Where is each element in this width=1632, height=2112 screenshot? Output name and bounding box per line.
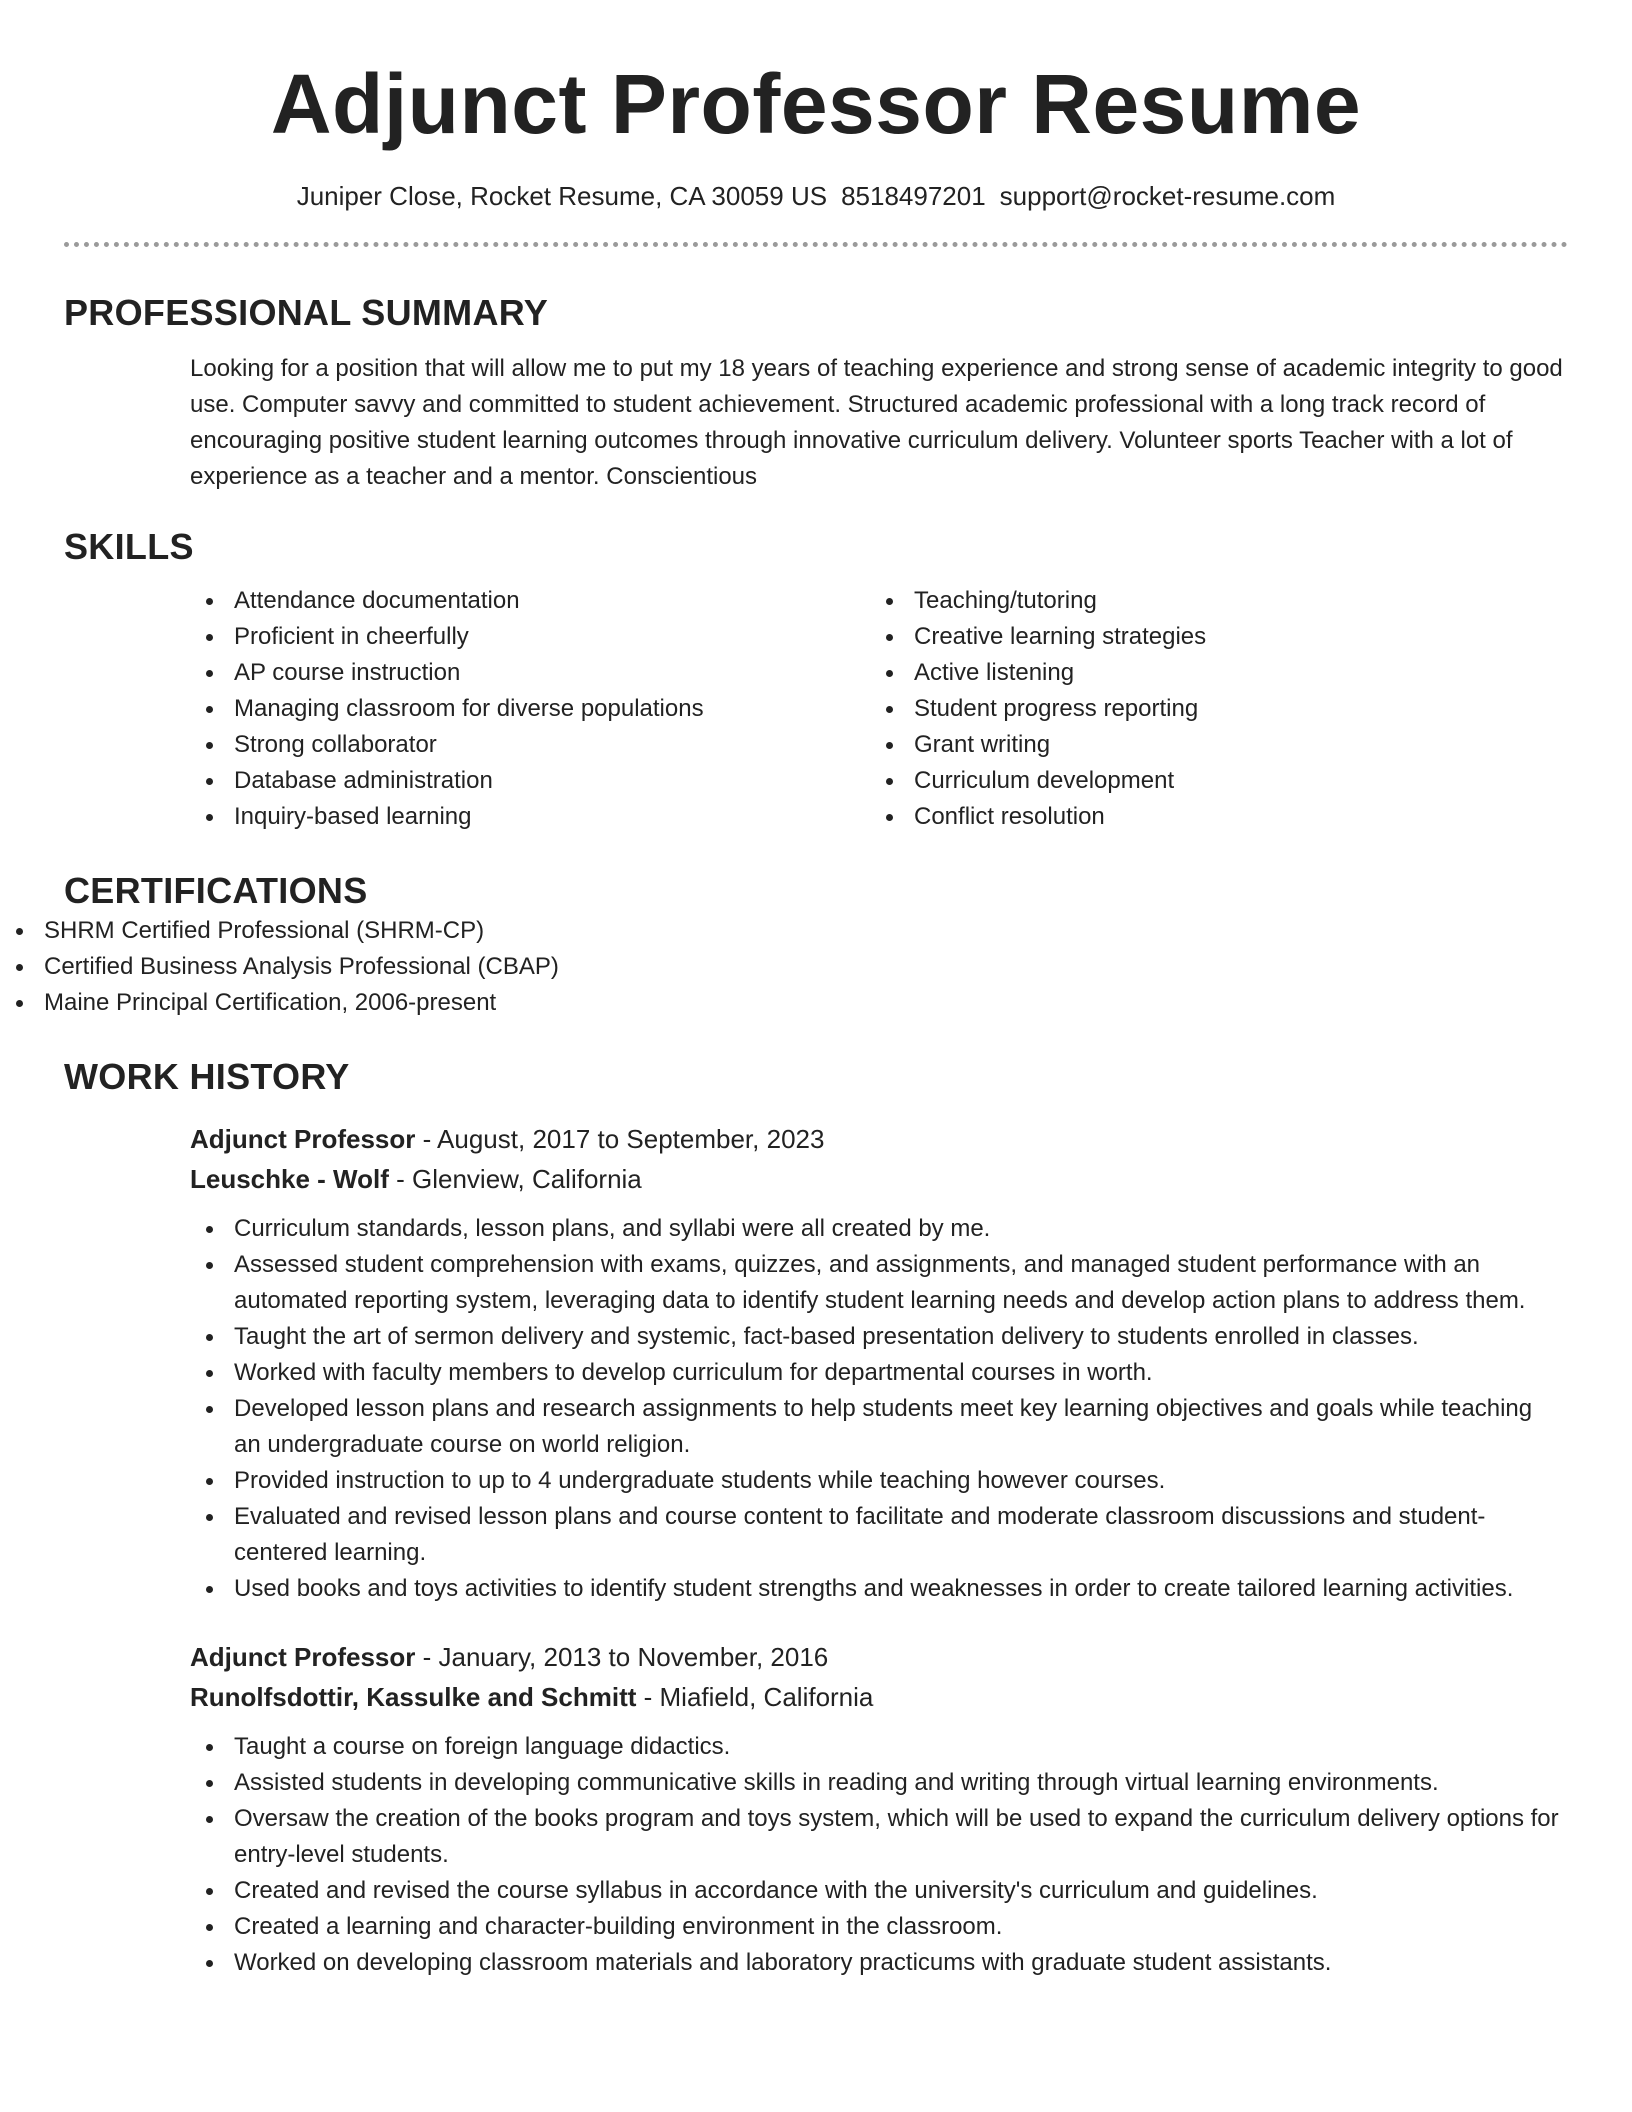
contact-address: Juniper Close, Rocket Resume, CA 30059 US: [296, 181, 828, 211]
job-company: Runolfsdottir, Kassulke and Schmitt: [190, 1682, 637, 1712]
job-company-line: [190, 1159, 1560, 1199]
job-bullet: Oversaw the creation of the books program and toys system, which will be used to expand the curriculum delivery options for entry-level students.: [190, 1801, 1560, 1873]
job-bullet: Created a learning and character-building environment in the classroom.: [190, 1909, 1560, 1945]
certification-item: SHRM Certified Professional (SHRM-CP): [0, 913, 1632, 949]
certification-item: Certified Business Analysis Professional (CBAP): [0, 949, 1632, 985]
job-bullet: Provided instruction to up to 4 undergraduate students while teaching however courses.: [190, 1463, 1560, 1499]
job-entry: [190, 1637, 1560, 1981]
certification-item: Maine Principal Certification, 2006-present: [0, 985, 1632, 1021]
skill-item: Database administration: [190, 763, 870, 799]
skill-item: Managing classroom for diverse populations: [190, 691, 870, 727]
skill-item: Curriculum development: [870, 763, 1550, 799]
certifications-list: [0, 913, 1632, 1021]
job-location: - Miafield, California: [636, 1682, 874, 1712]
skills-list-right: [870, 583, 1550, 835]
skill-item: Strong collaborator: [190, 727, 870, 763]
header-divider: [64, 242, 1568, 247]
job-bullet: Taught a course on foreign language didactics.: [190, 1729, 1560, 1765]
job-entry: [190, 1119, 1560, 1607]
job-dates: - August, 2017 to September, 2023: [415, 1124, 825, 1154]
job-role: Adjunct Professor: [190, 1642, 416, 1672]
job-bullet: Used books and toys activities to identify student strengths and weaknesses in order to create tailored learning activities.: [190, 1571, 1560, 1607]
skill-item: Creative learning strategies: [870, 619, 1550, 655]
skills-columns: [190, 583, 1568, 835]
job-bullets: [190, 1729, 1560, 1981]
contact-phone: 8518497201: [841, 181, 986, 211]
skills-heading: SKILLS: [64, 526, 194, 567]
job-bullet: Assessed student comprehension with exams, quizzes, and assignments, and managed student performance with an automated reporting system, leveraging data to identify student learning needs and develop action plans to address them.: [190, 1247, 1560, 1319]
summary-text: Looking for a position that will allow me to put my 18 years of teaching experience and strong sense of academic integrity to good use. Computer savvy and committed to student achievement. Structured academic professional with a long track record of encouraging positive student learning outcomes through innovative curriculum delivery. Volunteer sports Teacher with a lot of experience as a teacher and a mentor. Conscientious: [190, 355, 1563, 490]
resume-title: Adjunct Professor Resume: [270, 57, 1362, 151]
job-bullet: Curriculum standards, lesson plans, and syllabi were all created by me.: [190, 1211, 1560, 1247]
skill-item: Active listening: [870, 655, 1550, 691]
contact-line: [0, 178, 1632, 214]
job-title-line: [190, 1119, 1560, 1159]
skills-list-left: [190, 583, 870, 835]
job-bullet: Assisted students in developing communicative skills in reading and writing through virtual learning environments.: [190, 1765, 1560, 1801]
job-bullet: Worked with faculty members to develop curriculum for departmental courses in worth.: [190, 1355, 1560, 1391]
job-location: - Glenview, California: [388, 1164, 642, 1194]
skill-item: Proficient in cheerfully: [190, 619, 870, 655]
job-bullets: [190, 1211, 1560, 1607]
job-dates: - January, 2013 to November, 2016: [415, 1642, 829, 1672]
job-bullet: Created and revised the course syllabus in accordance with the university's curriculum and guidelines.: [190, 1873, 1560, 1909]
job-company-line: [190, 1677, 1560, 1717]
skill-item: AP course instruction: [190, 655, 870, 691]
certifications-heading: CERTIFICATIONS: [64, 870, 368, 911]
job-title-line: [190, 1637, 1560, 1677]
work-history-list: [0, 1119, 1632, 1981]
job-bullet: Developed lesson plans and research assignments to help students meet key learning objectives and goals while teaching an undergraduate course on world religion.: [190, 1391, 1560, 1463]
work-history-heading: WORK HISTORY: [64, 1056, 350, 1097]
skill-item: Teaching/tutoring: [870, 583, 1550, 619]
summary-heading: PROFESSIONAL SUMMARY: [64, 292, 549, 333]
skill-item: Inquiry-based learning: [190, 799, 870, 835]
skill-item: Conflict resolution: [870, 799, 1550, 835]
skill-item: Grant writing: [870, 727, 1550, 763]
skill-item: Student progress reporting: [870, 691, 1550, 727]
job-company: Leuschke - Wolf: [190, 1164, 389, 1194]
job-bullet: Worked on developing classroom materials and laboratory practicums with graduate student assistants.: [190, 1945, 1560, 1981]
skill-item: Attendance documentation: [190, 583, 870, 619]
job-bullet: Evaluated and revised lesson plans and course content to facilitate and moderate classroom discussions and student-centered learning.: [190, 1499, 1560, 1571]
job-role: Adjunct Professor: [190, 1124, 416, 1154]
job-bullet: Taught the art of sermon delivery and systemic, fact-based presentation delivery to students enrolled in classes.: [190, 1319, 1560, 1355]
contact-email: support@rocket-resume.com: [999, 181, 1336, 211]
